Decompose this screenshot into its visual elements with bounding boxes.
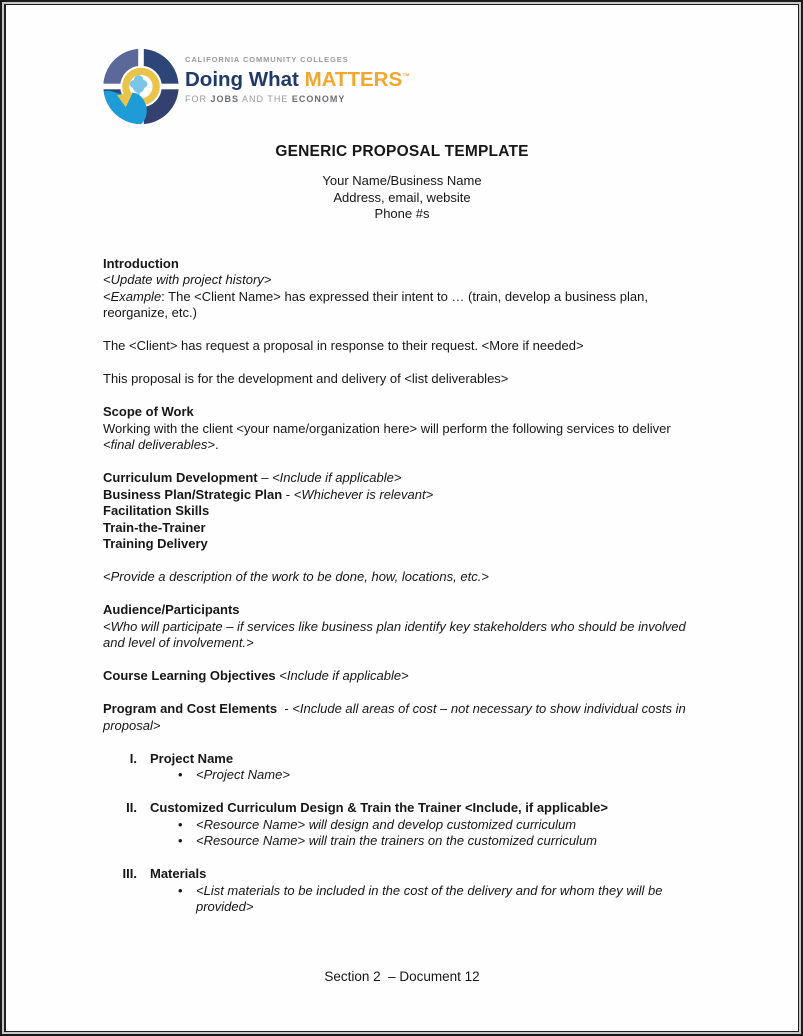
scope-lead-a: Working with the client <your name/organization here> will perform the following services to deliver: [103, 420, 671, 436]
service-name: Train-the-Trainer: [103, 519, 206, 535]
dwm-wheel-icon: [101, 45, 181, 128]
introduction-heading: [103, 256, 703, 273]
document-title: GENERIC PROPOSAL TEMPLATE: [275, 143, 529, 160]
bullet-icon: •: [178, 767, 183, 782]
paragraph-text: The <Client> has request a proposal in response to their request. <More if needed>: [103, 338, 584, 353]
heading-text: Program and Cost Elements: [103, 701, 281, 716]
paragraph-text: This proposal is for the development and delivery of <list deliverables>: [103, 371, 509, 386]
bullet-text: <List materials to be included in the cost of the delivery and for whom they will be provided>: [196, 882, 663, 914]
cost-item-label: Project Name: [150, 750, 234, 766]
request-paragraph: [103, 338, 703, 355]
roman-numeral: III.: [122, 866, 137, 881]
contact-phone: Phone #s: [374, 206, 430, 221]
bullet-item: [150, 883, 703, 916]
placeholder-text: <Include all areas of cost – not necessary to show individual costs in proposal>: [103, 701, 690, 733]
cost-item-body: [150, 866, 703, 916]
scope-lead-paragraph: [103, 421, 703, 454]
bullet-text: <Resource Name> will design and develop customized curriculum: [196, 816, 577, 832]
placeholder-text: <final deliverables>: [103, 437, 216, 452]
audience-heading: [103, 602, 703, 619]
placeholder-text: <Whichever is relevant>: [293, 486, 434, 502]
bullet-icon: •: [178, 882, 183, 898]
section-introduction: [103, 256, 703, 322]
section-scope-of-work: [103, 404, 703, 454]
heading-text: Audience/Participants: [103, 602, 240, 617]
bullet-text: <Resource Name> will train the trainers on the customized curriculum: [196, 833, 598, 848]
section-program-cost: [103, 701, 703, 734]
service-name: Business Plan/Strategic Plan: [103, 486, 283, 502]
separator: -: [282, 486, 294, 502]
bullet-icon: •: [178, 833, 183, 848]
tagline-and-the: AND THE: [239, 94, 292, 104]
contact-name: Your Name/Business Name: [322, 173, 482, 188]
placeholder-text: <Include if applicable>: [279, 668, 409, 683]
service-train-the-trainer: [103, 520, 703, 537]
cost-item-curriculum-design: [103, 800, 703, 850]
cost-item-body: [150, 751, 703, 784]
roman-numeral: I.: [129, 750, 137, 766]
separator: –: [257, 470, 273, 485]
placeholder-text: <Example: [103, 288, 162, 304]
example-paragraph: [103, 289, 703, 322]
heading-text: Scope of Work: [103, 404, 194, 419]
roman-numeral: II.: [126, 800, 137, 815]
work-description-note: [103, 569, 703, 586]
example-rest: : The <Client Name> has expressed their intent to … (train, develop a business plan, reorganize, etc.): [103, 288, 648, 320]
section-audience: [103, 602, 703, 652]
bullet-item: [150, 833, 703, 850]
logo-matters: MATTERS: [304, 68, 403, 91]
logo-eyebrow: CALIFORNIA COMMUNITY COLLEGES: [185, 55, 349, 64]
placeholder-text: <Include if applicable>: [272, 470, 402, 485]
cost-item-label: Materials: [150, 866, 207, 881]
placeholder-text: <Update with project history>: [103, 272, 272, 287]
cost-item-materials: [103, 866, 703, 916]
scope-heading: [103, 404, 703, 421]
section-course-objectives: [103, 668, 703, 685]
audience-note: [103, 619, 703, 652]
logo-tagline: [185, 94, 410, 104]
document-page: [4, 4, 799, 1032]
service-facilitation-skills: [103, 503, 703, 520]
logo: [101, 45, 798, 128]
heading-text: Course Learning Objectives: [103, 668, 280, 683]
service-curriculum-development: [103, 470, 703, 487]
heading-text: Introduction: [103, 255, 179, 271]
placeholder-text: <Provide a description of the work to be done, how, locations, etc.>: [103, 569, 489, 584]
bullet-item: [150, 817, 703, 834]
services-list: [103, 470, 703, 553]
trademark-symbol: ™: [402, 72, 411, 81]
tagline-for: FOR: [185, 94, 211, 104]
service-name: Training Delivery: [103, 536, 208, 551]
bullet-text: <Project Name>: [196, 767, 290, 782]
cost-item-body: [150, 800, 703, 850]
page-footer: Section 2 – Document 12: [324, 969, 480, 984]
placeholder-text: <Who will participate – if services like business plan identify key stakeholders who should be involved and level of involvement.>: [103, 618, 686, 650]
cost-item-project-name: [103, 751, 703, 784]
logo-doing-what: Doing What: [185, 68, 305, 91]
bullet-item: [150, 767, 703, 784]
contact-block: [6, 173, 798, 223]
tagline-economy: ECONOMY: [291, 94, 346, 104]
separator: -: [280, 701, 293, 716]
bullet-icon: •: [178, 816, 183, 832]
contact-address: Address, email, website: [333, 189, 471, 205]
proposal-paragraph: [103, 371, 703, 388]
service-business-plan: [103, 487, 703, 504]
update-note: [103, 272, 703, 289]
logo-wordmark: [185, 66, 410, 91]
service-name: Facilitation Skills: [103, 503, 210, 518]
document-body: [103, 256, 703, 916]
tagline-jobs: JOBS: [210, 94, 240, 104]
scope-lead-c: .: [215, 437, 219, 452]
cost-item-label: Customized Curriculum Design & Train the Trainer <Include, if applicable>: [150, 800, 608, 815]
service-name: Curriculum Development: [103, 470, 258, 485]
service-training-delivery: [103, 536, 703, 553]
logo-text: [185, 45, 410, 104]
